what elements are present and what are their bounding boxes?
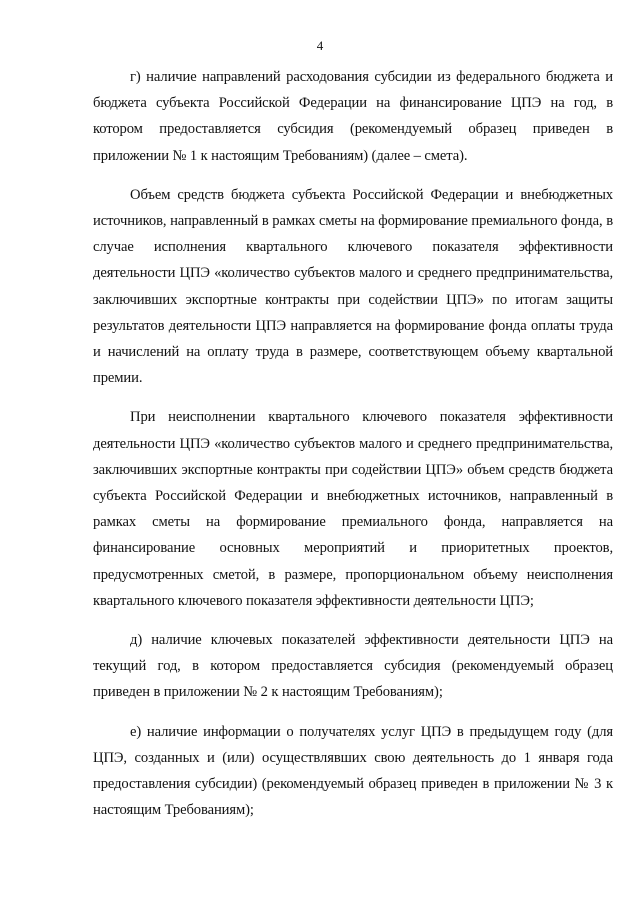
document-body	[93, 64, 613, 823]
paragraph-g: г) наличие направлений расходования субсидии из федерального бюджета и бюджета субъекта Российской Федерации на финансирование ЦПЭ на год, в котором предоставляется субсидия (рекомендуемый образец приведен в приложении № 1 к настоящим Требованиям) (далее – смета).	[93, 69, 613, 164]
paragraph-e: е) наличие информации о получателях услуг ЦПЭ в предыдущем году (для ЦПЭ, созданных и (или) осуществлявших свою деятельность до 1 января года предоставления субсидии) (рекомендуемый образец приведен в приложении № 3 к настоящим Требованиям);	[93, 723, 613, 819]
paragraph-non-fulfillment: При неисполнении квартального ключевого показателя эффективности деятельности ЦПЭ «количество субъектов малого и среднего предпринимательства, заключивших экспортные контракты при содействии ЦПЭ» объем средств бюджета субъекта Российской Федерации и внебюджетных источников, направленный в рамках сметы на формирование премиального фонда, направляется на финансирование основных мероприятий и приоритетных проектов, предусмотренных сметой, в размере, пропорциональном объему неисполнения квартального ключевого показателя эффективности деятельности ЦПЭ;	[93, 409, 613, 609]
paragraph-premium-fund: Объем средств бюджета субъекта Российской Федерации и внебюджетных источников, направленный в рамках сметы на формирование премиального фонда, в случае исполнения квартального ключевого показателя эффективности деятельности ЦПЭ «количество субъектов малого и среднего предпринимательства, заключивших экспортные контракты при содействии ЦПЭ» по итогам защиты результатов деятельности ЦПЭ направляется на формирование фонда оплаты труда и начислений на оплату труда в размере, соответствующем объему квартальной премии.	[93, 186, 613, 387]
page-number: 4	[316, 38, 324, 53]
paragraph-d: д) наличие ключевых показателей эффективности деятельности ЦПЭ на текущий год, в котором предоставляется субсидия (рекомендуемый образец приведен в приложении № 2 к настоящим Требованиям);	[93, 632, 613, 701]
